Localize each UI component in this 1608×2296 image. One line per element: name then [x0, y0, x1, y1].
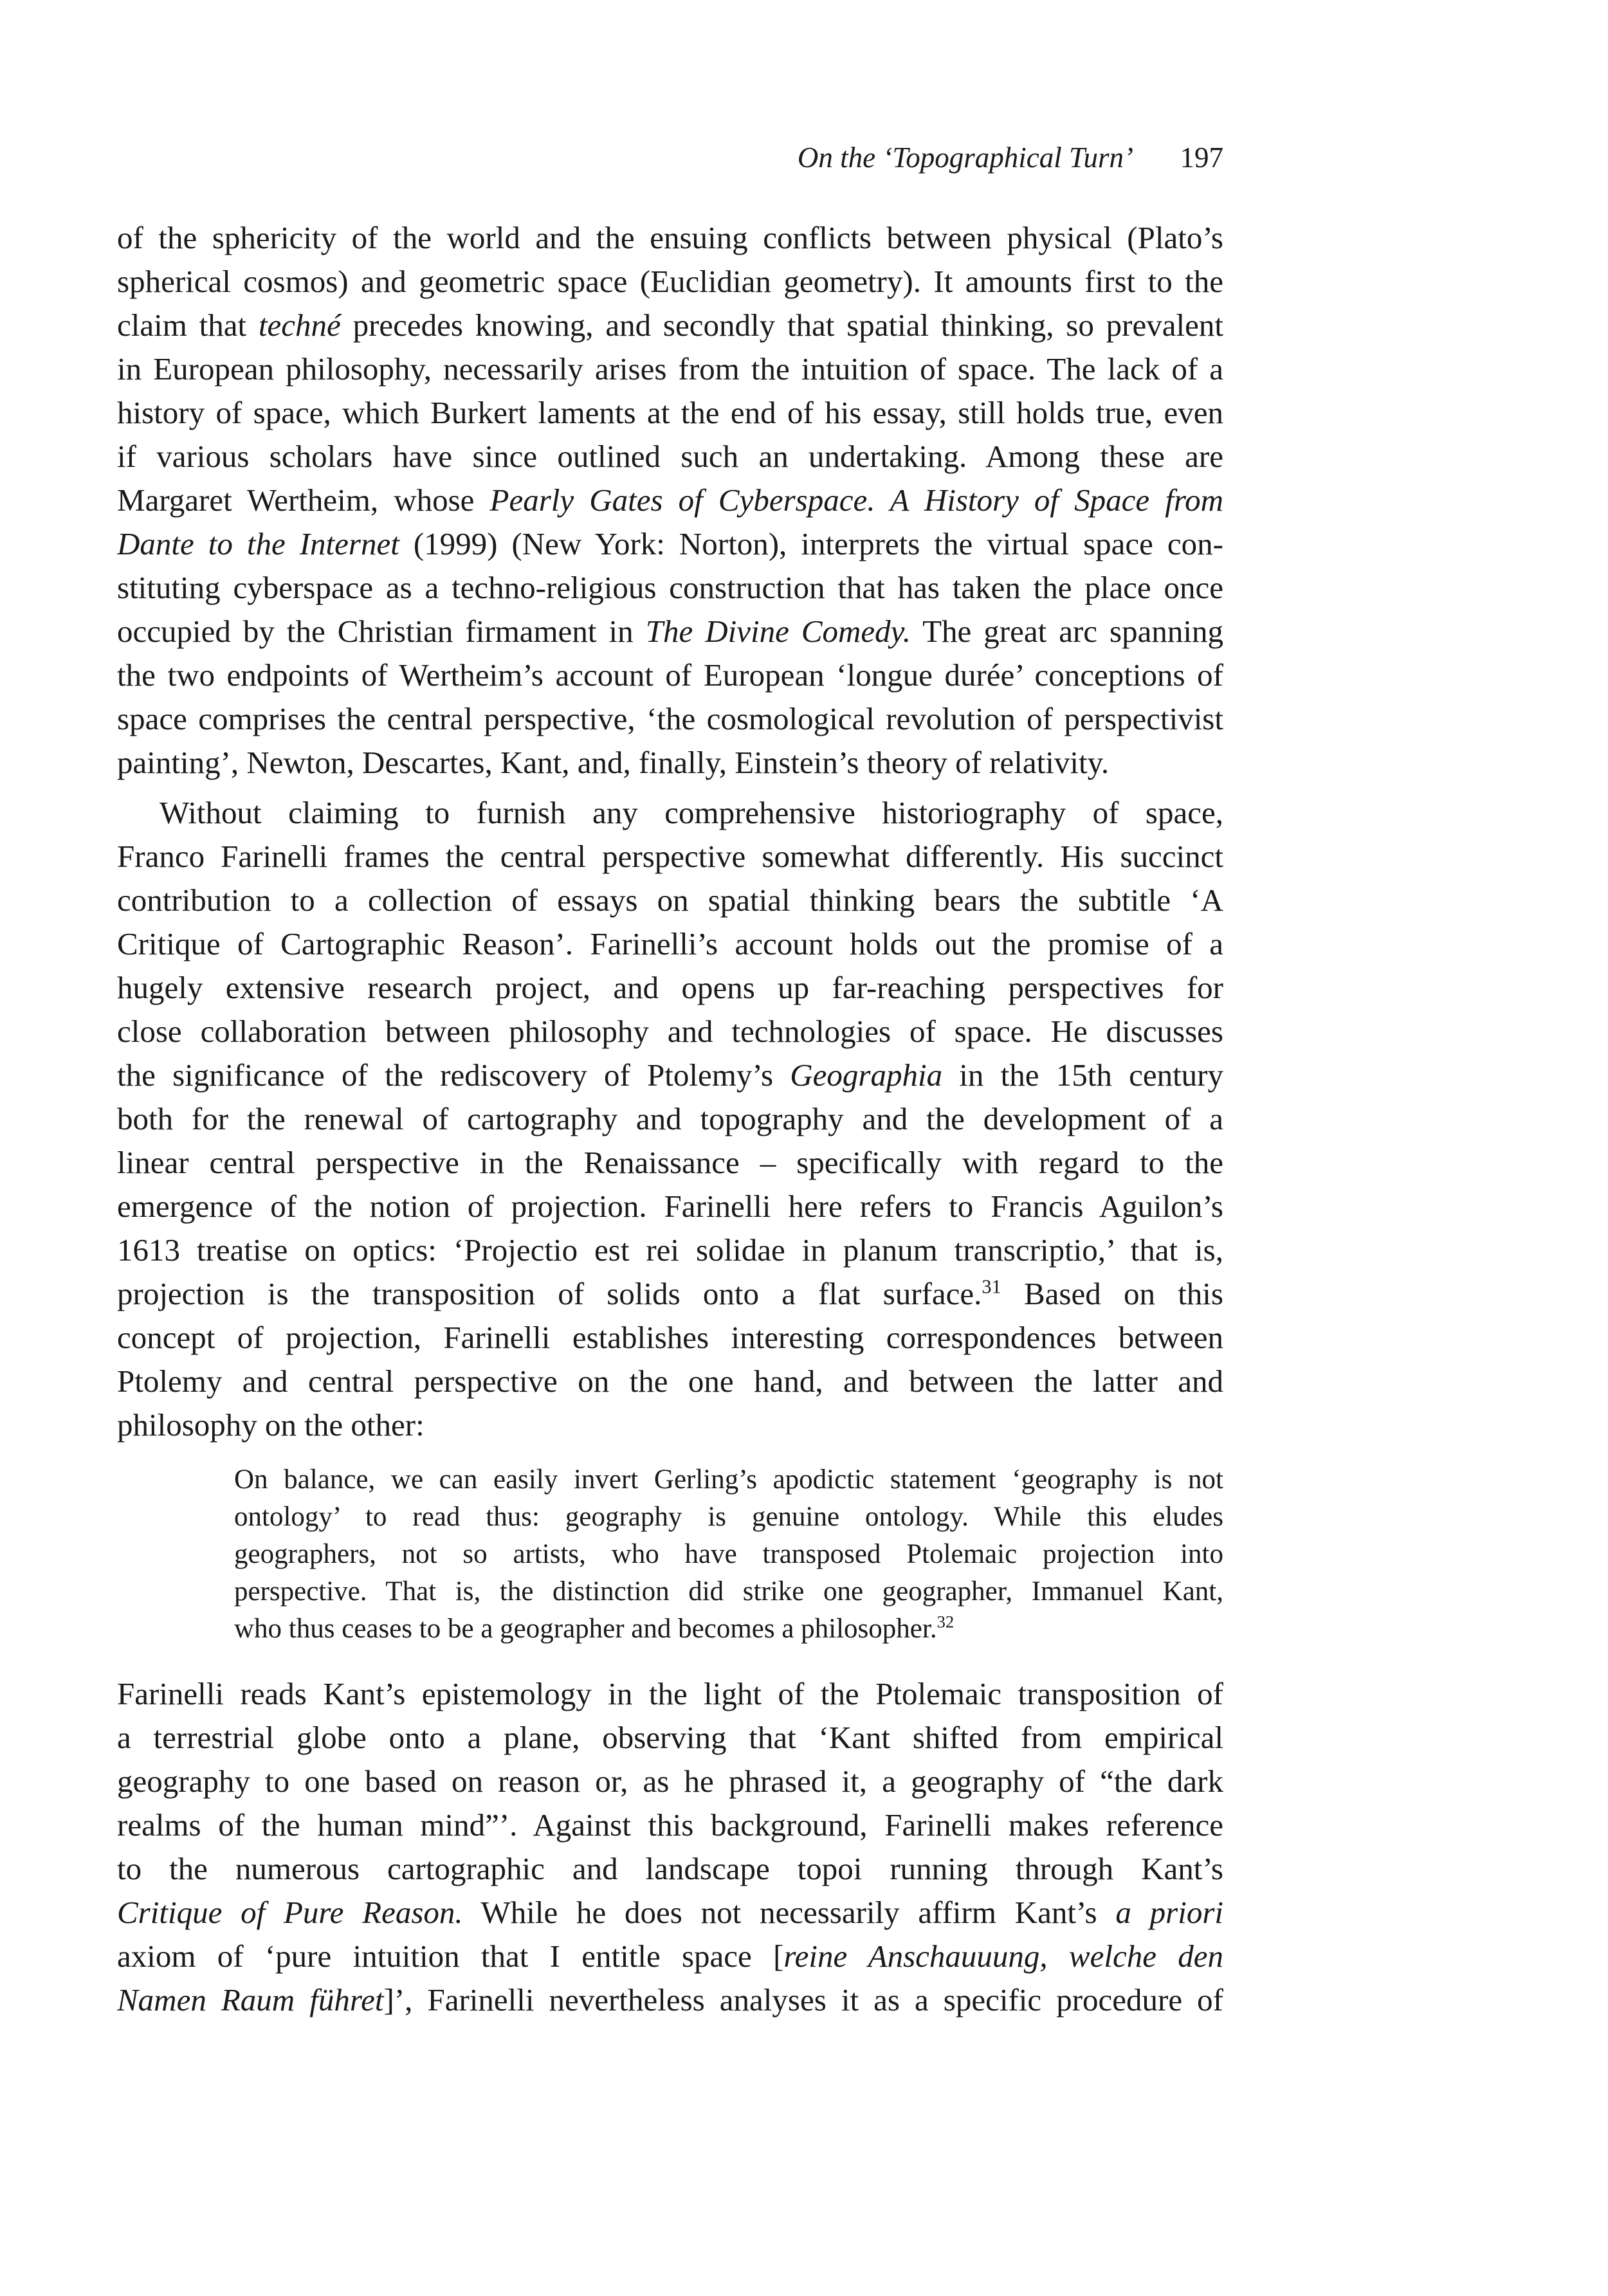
text-line: spherical cosmos) and geometric space (Euclidian geometry). It amounts first to the: [117, 264, 1223, 299]
quote-line: On balance, we can easily invert Gerling’s apodictic statement ‘geography is not: [234, 1464, 1223, 1495]
paragraph-3: [117, 1672, 1223, 2022]
text-line: 1613 treatise on optics: ‘Projectio est rei solidae in planum transcriptio,’ that is,: [117, 1232, 1223, 1268]
text-line: the significance of the rediscovery of Ptolemy’s Geographia in the 15th century: [117, 1057, 1223, 1093]
running-head: [117, 138, 1223, 177]
text-line: philosophy on the other:: [117, 1407, 425, 1443]
text-line: history of space, which Burkert laments at the end of his essay, still holds true, even: [117, 395, 1223, 430]
text-line: geography to one based on reason or, as he phrased it, a geography of “the dark: [117, 1763, 1223, 1799]
page-number: 197: [1180, 141, 1223, 174]
text-line: the two endpoints of Wertheim’s account of European ‘longue durée’ conceptions of: [117, 657, 1223, 693]
text-line: space comprises the central perspective, ‘the cosmological revolution of perspectivist: [117, 701, 1223, 736]
text-line: axiom of ‘pure intuition that I entitle space [reine Anschauuung, welche den: [117, 1938, 1223, 1974]
quote-line: geographers, not so artists, who have transposed Ptolemaic projection into: [234, 1539, 1223, 1569]
text-line: Ptolemy and central perspective on the one hand, and between the latter and: [117, 1363, 1223, 1399]
block-quote: [234, 1461, 1223, 1648]
text-line: Namen Raum führet]’, Farinelli nevertheless analyses it as a specific procedure of: [117, 1982, 1223, 2018]
text-line: both for the renewal of cartography and topography and the development of a: [117, 1101, 1223, 1136]
text-line: contribution to a collection of essays on spatial thinking bears the subtitle ‘A: [117, 882, 1223, 918]
text-line: painting’, Newton, Descartes, Kant, and, finally, Einstein’s theory of relativity.: [117, 745, 1110, 780]
text-line: a terrestrial globe onto a plane, observing that ‘Kant shifted from empirical: [117, 1720, 1223, 1755]
text-line: emergence of the notion of projection. Farinelli here refers to Francis Aguilon’s: [117, 1189, 1223, 1224]
text-line: Dante to the Internet (1999) (New York: Norton), interprets the virtual space con-: [117, 526, 1223, 561]
text-line: stituting cyberspace as a techno-religious construction that has taken the place once: [117, 570, 1223, 605]
text-line: if various scholars have since outlined such an undertaking. Among these are: [117, 439, 1223, 474]
text-line: hugely extensive research project, and opens up far-reaching perspectives for: [117, 970, 1223, 1005]
running-title: On the ‘Topographical Turn’: [797, 141, 1133, 174]
paragraph-2: [117, 791, 1223, 1447]
text-line: Critique of Cartographic Reason’. Farinelli’s account holds out the promise of a: [117, 926, 1223, 961]
text-line: realms of the human mind”’. Against this background, Farinelli makes reference: [117, 1807, 1223, 1843]
text-line: concept of projection, Farinelli establishes interesting correspondences between: [117, 1320, 1223, 1355]
text-line: linear central perspective in the Renaissance – specifically with regard to the: [117, 1145, 1223, 1180]
text-line: of the sphericity of the world and the ensuing conflicts between physical (Plato’s: [117, 220, 1223, 255]
text-line: Farinelli reads Kant’s epistemology in the light of the Ptolemaic transposition of: [117, 1676, 1223, 1711]
text-line: in European philosophy, necessarily arises from the intuition of space. The lack of a: [117, 351, 1223, 387]
quote-line: ontology’ to read thus: geography is genuine ontology. While this eludes: [234, 1502, 1223, 1532]
quote-line: who thus ceases to be a geographer and becomes a philosopher.$^{32}$: [234, 1612, 955, 1644]
text-line: projection is the transposition of solids onto a flat surface.$^{31}$ Based on this: [117, 1275, 1223, 1311]
text-line: claim that techné precedes knowing, and secondly that spatial thinking, so prevalent: [117, 307, 1223, 343]
text-line: Without claiming to furnish any comprehensive historiography of space,: [160, 795, 1223, 830]
text-line: Franco Farinelli frames the central perspective somewhat differently. His succinct: [117, 839, 1223, 874]
text-line: to the numerous cartographic and landscape topoi running through Kant’s: [117, 1851, 1223, 1886]
quote-line: perspective. That is, the distinction did strike one geographer, Immanuel Kant,: [234, 1576, 1223, 1607]
paragraph-1: [117, 216, 1223, 785]
text-line: Margaret Wertheim, whose Pearly Gates of Cyberspace. A History of Space from: [117, 482, 1223, 518]
text-line: Critique of Pure Reason. While he does not necessarily affirm Kant’s a priori: [117, 1895, 1223, 1930]
text-line: close collaboration between philosophy and technologies of space. He discusses: [117, 1014, 1223, 1049]
text-line: occupied by the Christian firmament in The Divine Comedy. The great arc spanning: [117, 614, 1223, 649]
